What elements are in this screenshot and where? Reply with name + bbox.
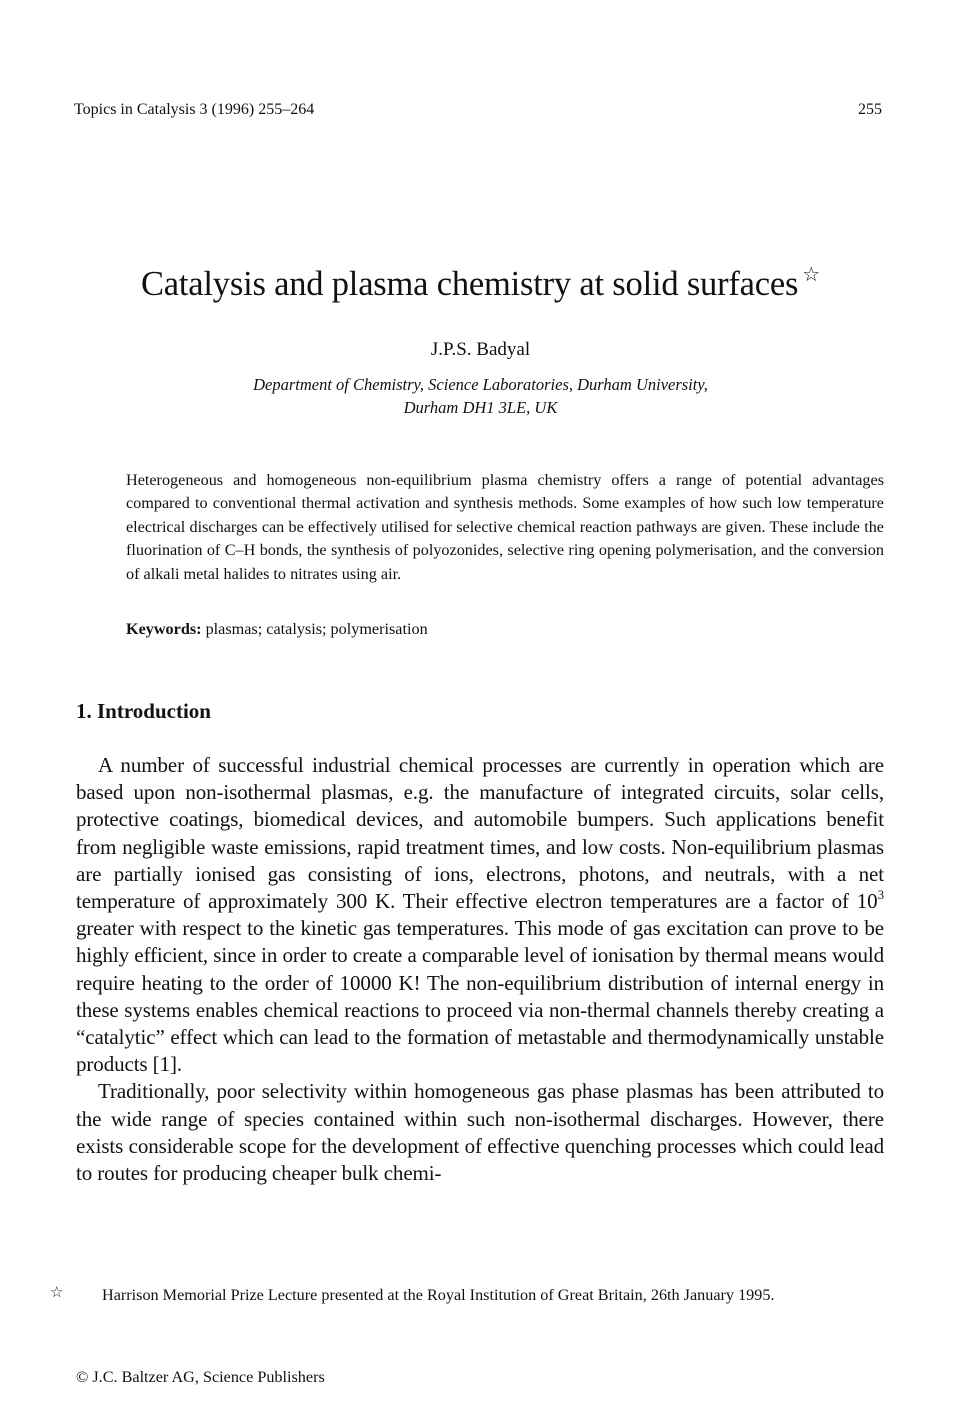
paragraph-1-part-2: greater with respect to the kinetic gas temperatures. This mode of gas excitation can prove to be highly efficient, since in order to create a comparable level of ionisation by thermal means would require heating to the order of 10000 K! The non-equilibrium distribution of internal energy in these systems enables chemical reactions to proceed via non-thermal channels thereby creating a “catalytic” effect which can lead to the formation of metastable and thermodynamically unstable products [1]. bbox=[76, 916, 884, 1077]
keywords-label: Keywords: bbox=[126, 620, 202, 638]
footnote-line bbox=[50, 1282, 884, 1307]
footnote-text: Harrison Memorial Prize Lecture presented at the Royal Institution of Great Britain, 26th January 1995. bbox=[102, 1286, 775, 1304]
affiliation-line-2: Durham DH1 3LE, UK bbox=[403, 398, 558, 417]
paragraph-1 bbox=[76, 752, 884, 1078]
paragraph-1-part-1: A number of successful industrial chemical processes are currently in operation which are based upon non-isothermal plasmas, e.g. the manufacture of integrated circuits, solar cells, protective coatings, biomedical devices, and automobile bumpers. Such applications benefit from negligible waste emissions, rapid treatment times, and low costs. Non-equilibrium plasmas are partially ionised gas consisting of ions, electrons, photons, and neutrals, with a net temperature of approximately 300 K. Their effective electron temperatures are a factor of 10 bbox=[76, 753, 884, 914]
footnote bbox=[50, 1282, 884, 1307]
article-title bbox=[0, 262, 961, 304]
keywords bbox=[126, 620, 428, 639]
footnote-star-icon: ☆ bbox=[50, 1285, 64, 1301]
page-number: 255 bbox=[858, 101, 882, 118]
affiliation bbox=[0, 373, 961, 419]
copyright: © J.C. Baltzer AG, Science Publishers bbox=[76, 1368, 325, 1386]
keywords-text: plasmas; catalysis; polymerisation bbox=[205, 620, 428, 638]
title-text: Catalysis and plasma chemistry at solid surfaces bbox=[141, 265, 799, 303]
body-text bbox=[76, 752, 884, 1187]
affiliation-line-1: Department of Chemistry, Science Laboratories, Durham University, bbox=[253, 375, 708, 394]
section-heading: 1. Introduction bbox=[76, 699, 211, 723]
title-star-icon: ☆ bbox=[802, 264, 820, 286]
author-name: J.P.S. Badyal bbox=[430, 339, 531, 360]
exponent: 3 bbox=[877, 887, 884, 903]
journal-citation: Topics in Catalysis 3 (1996) 255–264 bbox=[74, 101, 315, 118]
paragraph-2: Traditionally, poor selectivity within homogeneous gas phase plasmas has been attributed to the wide range of species contained within such non-isothermal discharges. However, there exists considerable scope for the development of effective quenching processes which could lead to routes for producing cheaper bulk chemi- bbox=[76, 1079, 884, 1186]
abstract: Heterogeneous and homogeneous non-equilibrium plasma chemistry offers a range of potential advantages compared to conventional thermal activation and synthesis methods. Some examples of how such low temperature electrical discharges can be effectively utilised for selective chemical reaction pathways are given. These include the fluorination of C–H bonds, the synthesis of polyozonides, selective ring opening polymerisation, and the conversion of alkali metal halides to nitrates using air. bbox=[126, 471, 884, 583]
